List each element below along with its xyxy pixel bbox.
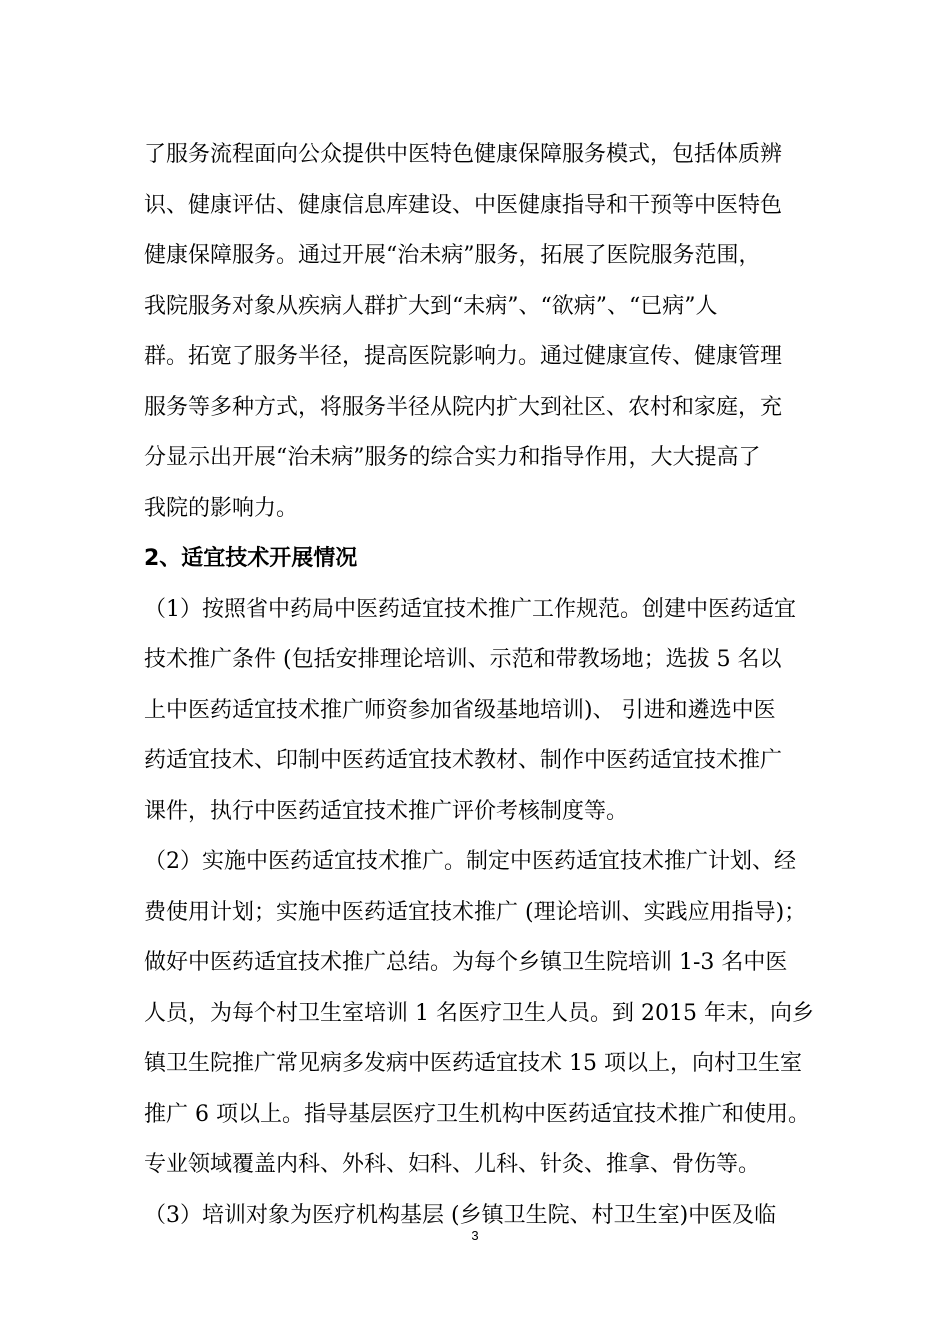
body-line: 镇卫生院推广常见病多发病中医药适宜技术 15 项以上，向村卫生室 bbox=[144, 1051, 802, 1076]
body-line: （1）按照省中药局中医药适宜技术推广工作规范。创建中医药适宜 bbox=[144, 596, 796, 622]
body-line: 做好中医药适宜技术推广总结。为每个乡镇卫生院培训 1-3 名中医 bbox=[144, 950, 788, 975]
body-line: （2）实施中医药适宜技术推广。制定中医药适宜技术推广计划、经 bbox=[144, 849, 796, 874]
body-line: 课件，执行中医药适宜技术推广评价考核制度等。 bbox=[144, 798, 629, 824]
body-line: 我院的影响力。 bbox=[144, 495, 299, 521]
body-line: 推广 6 项以上。指导基层医疗卫生机构中医药适宜技术推广和使用。 bbox=[144, 1101, 810, 1127]
page-number: 3 bbox=[471, 1228, 479, 1243]
body-line: 群。拓宽了服务半径，提高医院影响力。通过健康宣传、健康管理 bbox=[144, 344, 783, 369]
body-line: 上中医药适宜技术推广师资参加省级基地培训)、 引进和遴选中医 bbox=[144, 697, 776, 723]
body-line: 专业领域覆盖内科、外科、妇科、儿科、针灸、推拿、骨伤等。 bbox=[144, 1152, 761, 1177]
section-heading: 2、适宜技术开展情况 bbox=[144, 546, 358, 571]
body-line: （3）培训对象为医疗机构基层 (乡镇卫生院、村卫生室)中医及临 bbox=[144, 1202, 777, 1228]
body-line: 识、健康评估、健康信息库建设、中医健康指导和干预等中医特色 bbox=[144, 192, 783, 218]
body-line: 分显示出开展“治未病”服务的综合实力和指导作用，大大提高了 bbox=[144, 445, 761, 470]
document-body bbox=[144, 130, 824, 1241]
body-line: 健康保障服务。通过开展“治未病”服务，拓展了医院服务范围， bbox=[144, 243, 761, 268]
body-line: 我院服务对象从疾病人群扩大到“未病”、“欲病”、“已病”人 bbox=[144, 293, 718, 319]
body-line: 了服务流程面向公众提供中医特色健康保障服务模式，包括体质辨 bbox=[144, 142, 783, 167]
body-line: 技术推广条件 (包括安排理论培训、示范和带教场地；选拔 5 名以 bbox=[144, 647, 782, 672]
body-line: 人员，为每个村卫生室培训 1 名医疗卫生人员。到 2015 年末，向乡 bbox=[144, 1000, 814, 1026]
body-line: 服务等多种方式，将服务半径从院内扩大到社区、农村和家庭，充 bbox=[144, 394, 783, 420]
body-line: 费使用计划；实施中医药适宜技术推广 (理论培训、实践应用指导)； bbox=[144, 899, 807, 925]
body-line: 药适宜技术、印制中医药适宜技术教材、制作中医药适宜技术推广 bbox=[144, 748, 783, 773]
